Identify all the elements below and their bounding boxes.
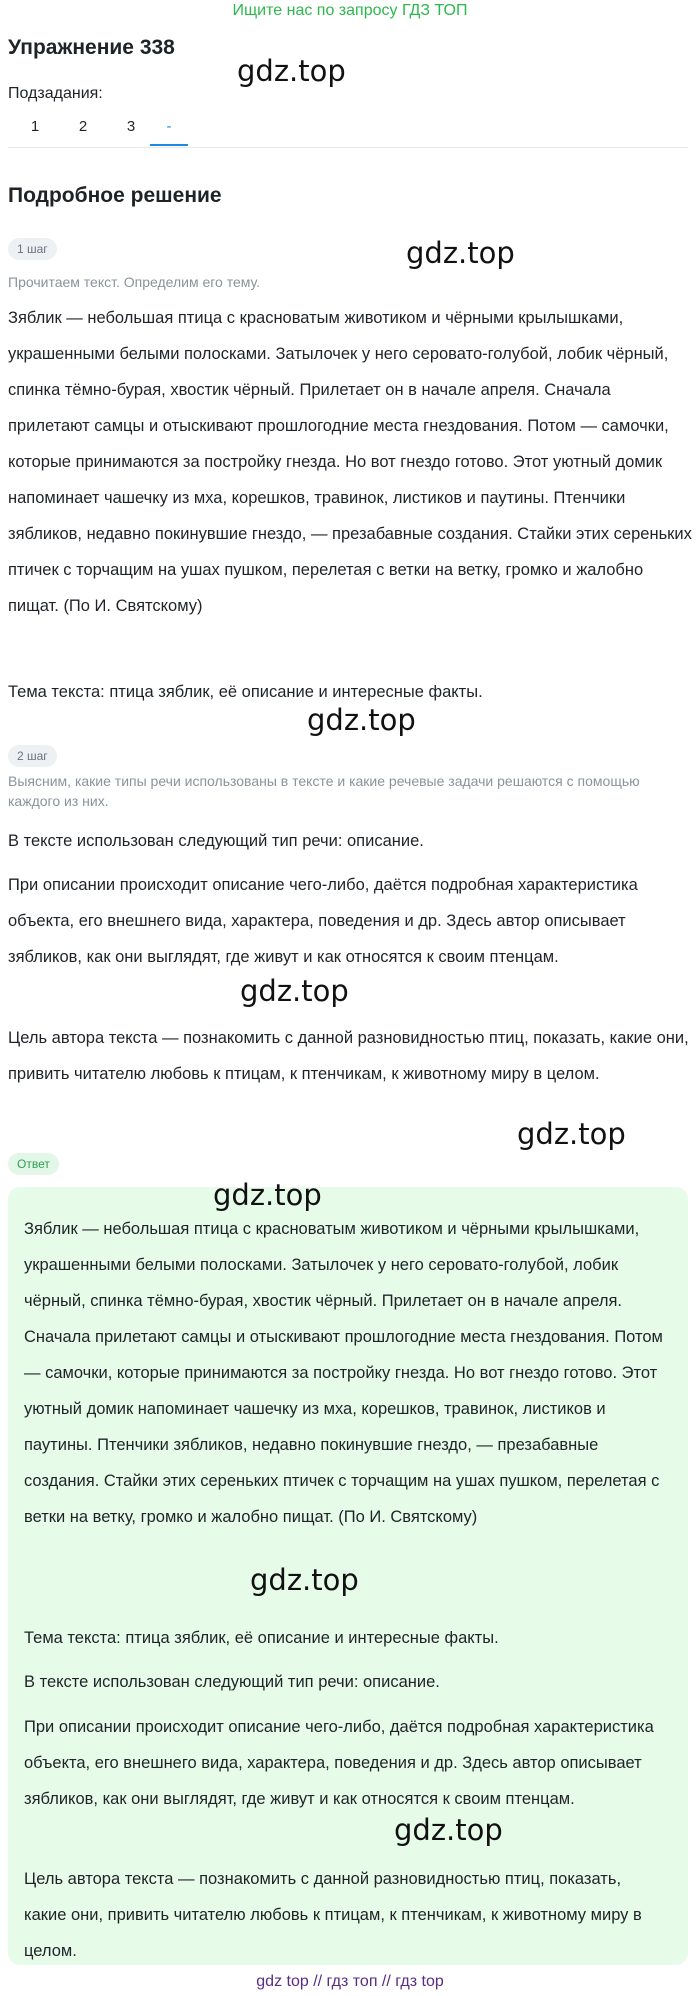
tabs-divider: [8, 147, 688, 148]
tab-subtask-current[interactable]: -: [150, 112, 188, 146]
answer-theme: Тема текста: птица зяблик, её описание и интересные факты.: [24, 1629, 499, 1647]
search-banner[interactable]: Ищите нас по запросу ГДЗ ТОП: [232, 2, 468, 19]
page-title: Упражнение 338: [8, 36, 175, 59]
watermark: gdz.top: [307, 703, 416, 737]
answer-badge: Ответ: [8, 1153, 59, 1175]
watermark: gdz.top: [213, 1178, 322, 1212]
section-title: Подробное решение: [8, 184, 222, 207]
answer-speech-type: В тексте использован следующий тип речи: описание.: [24, 1673, 440, 1691]
step-1-theme: Тема текста: птица зяблик, её описание и интересные факты.: [8, 683, 483, 701]
step-2-hint: Выясним, какие типы речи использованы в тексте и какие речевые задачи решаются с помощью каждого из них.: [8, 773, 640, 809]
watermark: gdz.top: [517, 1117, 626, 1151]
step-2-badge: 2 шаг: [8, 745, 57, 767]
watermark: gdz.top: [394, 1813, 503, 1847]
tab-subtask-1[interactable]: 1: [30, 118, 40, 135]
answer-text: Зяблик — небольшая птица с красноватым животиком и чёрными крылышками, украшенными белыми полосками. Затылочек у него серовато-голубой, лобик чёрный, спинка тёмно-бурая, хвостик чёрный. Прилетает он в начале апреля. Сначала прилетают самцы и отыскивают прошлогодние места гнездования. Потом — самочки, которые принимаются за постройку гнезда. Но вот гнездо готово. Этот уютный домик напоминает чашечку из мха, корешков, травинок, листиков и паутины. Птенчики зябликов, недавно покинувшие гнездо, — презабавные создания. Стайки этих сереньких птичек с торчащим на ушах пушком, перелетая с ветки на ветку, громко и жалобно пищат. (По И. Святскому): [24, 1220, 663, 1526]
tab-subtask-3[interactable]: 3: [126, 118, 136, 135]
step-1-badge: 1 шаг: [8, 238, 57, 260]
subtasks-label: Подзадания:: [8, 85, 103, 102]
step-1-text: Зяблик — небольшая птица с красноватым животиком и чёрными крылышками, украшенными белыми полосками. Затылочек у него серовато-голубой, лобик чёрный, спинка тёмно-бурая, хвостик чёрный. Прилетает он в начале апреля. Сначала прилетают самцы и отыскивают прошлогодние места гнездования. Потом — самочки, которые принимаются за постройку гнезда. Но вот гнездо готово. Этот уютный домик напоминает чашечку из мха, корешков, травинок, листиков и паутины. Птенчики зябликов, недавно покинувшие гнездо, — презабавные создания. Стайки этих сереньких птичек с торчащим на ушах пушком, перелетая с ветки на ветку, громко и жалобно пищат. (По И. Святскому): [8, 309, 692, 615]
answer-description: При описании происходит описание чего-либо, даётся подробная характеристика объекта, его внешнего вида, характера, поведения и др. Здесь автор описывает зябликов, как они выглядят, где живут и как относятся к своим птенцам.: [24, 1718, 654, 1808]
watermark: gdz.top: [240, 974, 349, 1008]
step-1-hint: Прочитаем текст. Определим его тему.: [8, 274, 261, 290]
watermark: gdz.top: [237, 54, 346, 88]
step-2-description: При описании происходит описание чего-либо, даётся подробная характеристика объекта, его внешнего вида, характера, поведения и др. Здесь автор описывает зябликов, как они выглядят, где живут и как относятся к своим птенцам.: [8, 876, 638, 966]
step-2-goal: Цель автора текста — познакомить с данной разновидностью птиц, показать, какие они, привить читателю любовь к птицам, к птенчикам, к животному миру в целом.: [8, 1029, 689, 1083]
tab-subtask-2[interactable]: 2: [78, 118, 88, 135]
step-2-speech-type: В тексте использован следующий тип речи: описание.: [8, 832, 424, 850]
subtask-tabs: [8, 112, 688, 148]
watermark: gdz.top: [406, 236, 515, 270]
watermark: gdz.top: [250, 1563, 359, 1597]
answer-goal: Цель автора текста — познакомить с данной разновидностью птиц, показать, какие они, привить читателю любовь к птицам, к птенчикам, к животному миру в целом.: [24, 1870, 642, 1960]
footer-links[interactable]: gdz top // гдз топ // гдз top: [256, 1973, 444, 1990]
